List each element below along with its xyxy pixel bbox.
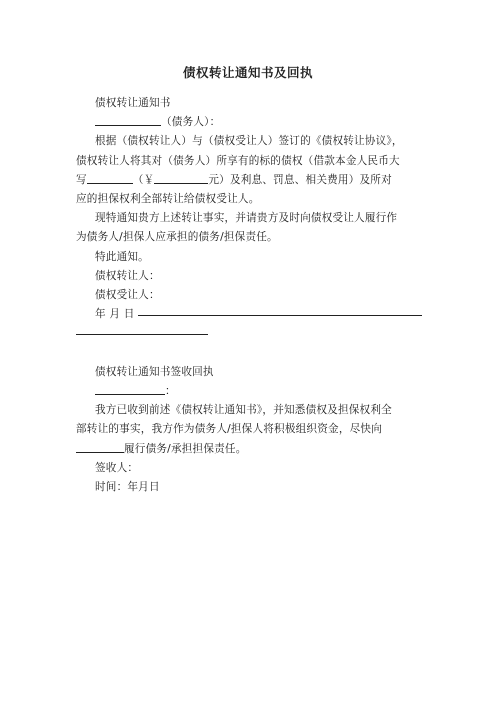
para1-line2: 债权转让人将其对（债务人）所享有的标的债权（借款本金人民币大 — [76, 154, 400, 167]
para2-line1: 现特通知贵方上述转让事实，并请贵方及时向债权受让人履行作 — [95, 212, 398, 225]
notice-date-rule-line — [76, 324, 424, 343]
para1-line3-mid: （￥ — [132, 173, 155, 186]
section-gap — [76, 344, 424, 363]
para1-line3 — [76, 171, 424, 190]
debtor-name-blank — [95, 113, 161, 126]
transferor-label: 债权转让人： — [95, 269, 160, 282]
signer-label: 签收人： — [95, 461, 139, 474]
para1-line1: 根据（债权转让人）与（债权受让人）签订的《债权转让协议》， — [95, 135, 403, 148]
para1-line3-suffix: 元）及利息、罚息、相关费用）及所对 — [208, 173, 392, 186]
receipt-line1: 我方已收到前述《债权转让通知书》，并知悉债权及担保权利全 — [95, 404, 392, 417]
receipt-line2: 部转让的事实，我方作为债务人/担保人将积极组织资金，尽快向 — [76, 423, 382, 436]
notice-date-line — [76, 305, 424, 324]
receipt-addressee-line — [76, 382, 424, 401]
transferee-label: 债权受让人： — [95, 289, 160, 302]
document-body — [76, 94, 424, 497]
date-rule-1 — [138, 305, 422, 316]
notice-addressee-line — [76, 113, 424, 132]
para2-line2: 为债务人/担保人应承担的债务/担保责任。 — [76, 231, 278, 244]
notice-heading: 债权转让通知书 — [95, 97, 171, 109]
special-notice: 特此通知。 — [95, 250, 149, 263]
receipt-line3 — [76, 440, 424, 459]
receipt-time: 时间：年月日 — [95, 481, 160, 494]
amount-figures-blank — [154, 171, 208, 184]
receipt-addressee-suffix: ： — [165, 385, 176, 398]
addressee-suffix: （债务人）： — [161, 116, 221, 129]
para1-line3-prefix: 写 — [76, 173, 87, 186]
para1-line4: 应的担保权利全部转让给债权受让人。 — [76, 193, 260, 206]
document-title: 债权转让通知书及回执 — [182, 65, 313, 80]
receipt-creditor-blank — [76, 440, 124, 453]
receipt-addressee-blank — [95, 382, 165, 395]
receipt-line3-suffix: 履行债务/承担担保责任。 — [124, 442, 247, 455]
receipt-heading: 债权转让通知书签收回执 — [95, 365, 214, 378]
amount-words-blank — [87, 171, 133, 184]
date-rule-2 — [76, 324, 208, 335]
notice-date: 年 月 日 — [95, 308, 135, 321]
